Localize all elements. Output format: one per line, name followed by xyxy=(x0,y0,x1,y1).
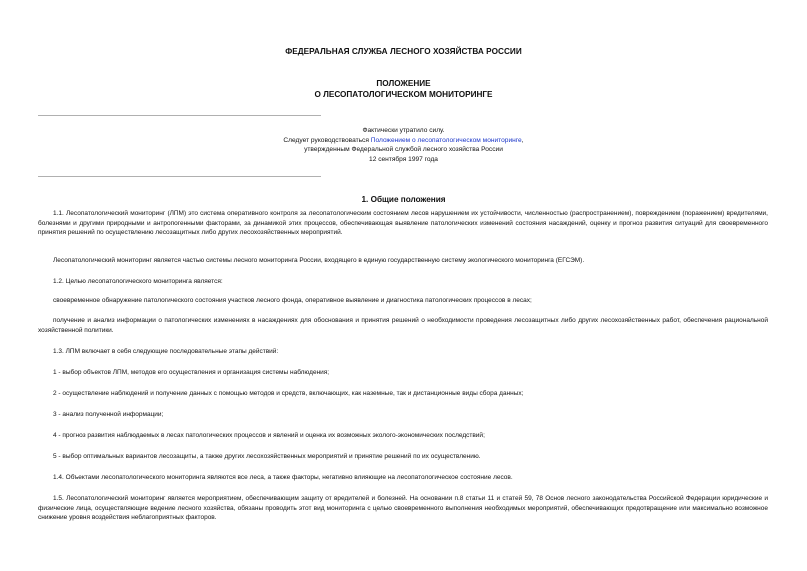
status-note-line-2 xyxy=(230,136,577,146)
paragraph-goal-2: получение и анализ информации о патологических изменениях в насаждениях для обоснования и принятия решений о необходимости проведения лесозащитных либо других лесохозяйственных работ, обеспечения рациональной хозяйственной политики. xyxy=(38,317,768,334)
list-item-stage-3: 3 - анализ полученной информации; xyxy=(53,411,164,418)
list-item-stage-2: 2 - осуществление наблюдений и получение данных с помощью методов и средств, включающих, как наземные, так и дистанционные виды сбора данных; xyxy=(53,390,524,397)
list-item-stage-1: 1 - выбор объектов ЛПМ, методов его осуществления и организация системы наблюдения; xyxy=(53,369,330,376)
note-divider-top xyxy=(38,115,321,116)
status-note-suffix: , xyxy=(521,136,524,144)
paragraph-goal-1: своевременное обнаружение патологического состояния участков лесного фонда, оперативное выявление и диагностика патологических процессов в лесах; xyxy=(53,297,532,304)
paragraph-1-4: 1.4. Объектами лесопатологического мониторинга являются все леса, а также факторы, негативно влияющие на лесопатологическое состояние лесов. xyxy=(53,474,513,481)
paragraph-monitoring-part: Лесопатологический мониторинг является частью системы лесного мониторинга России, входящего в единую государственную систему экологического мониторинга (ЕГСЭМ). xyxy=(53,257,585,264)
status-note-line-1: Фактически утратило силу. xyxy=(362,127,445,134)
document-title xyxy=(0,79,807,100)
list-item-stage-4: 4 - прогноз развития наблюдаемых в лесах патологических процессов и явлений и оценка их возможных эколого-экономических последствий; xyxy=(53,432,485,439)
agency-heading: ФЕДЕРАЛЬНАЯ СЛУЖБА ЛЕСНОГО ХОЗЯЙСТВА РОССИИ xyxy=(285,47,522,56)
status-note-prefix: Следует руководствоваться xyxy=(283,136,371,144)
regulation-link[interactable]: Положением о лесопатологическом мониторинге xyxy=(370,136,522,144)
note-divider-bottom xyxy=(38,176,321,177)
status-note xyxy=(230,126,577,164)
paragraph-1-5: 1.5. Лесопатологический мониторинг является мероприятием, обеспечивающим защиту от вредителей и болезней. На основании п.8 статьи 11 и статей 59, 78 Основ лесного законодательства Российской Федерации юридические и физические лица, осуществляющие ведение лесного хозяйства, обязаны проводить этот вид мониторинга с целью своевременного выполнения необходимых мероприятий, обеспечивающих предотвращение или максимально возможное снижение уровня воздействия неблагоприятных факторов. xyxy=(38,495,768,522)
status-note-line-4: 12 сентября 1997 года xyxy=(369,155,438,163)
paragraph-1-3: 1.3. ЛПМ включает в себя следующие последовательные этапы действий: xyxy=(53,348,279,355)
section-heading: 1. Общие положения xyxy=(361,195,446,204)
title-line-1: ПОЛОЖЕНИЕ xyxy=(376,79,431,88)
paragraph-1-1: 1.1. Лесопатологический мониторинг (ЛПМ) это система оперативного контроля за лесопатологическим состоянием лесов нарушением их устойчивости, численностью (распространением), повреждением (поражением) вредителями, болезнями и другими природными и антропогенными факторами, за динамикой этих процессов, обеспечивающая выявление патологических изменений состояния насаждений, оценку и прогноз развития ситуаций для своевременного принятия решений по осуществлению лесозащитных либо других лесохозяйственных мероприятий. xyxy=(38,210,768,237)
title-line-2: О ЛЕСОПАТОЛОГИЧЕСКОМ МОНИТОРИНГЕ xyxy=(314,89,493,99)
paragraph-1-2: 1.2. Целью лесопатологического мониторинга является: xyxy=(53,278,223,285)
list-item-stage-5: 5 - выбор оптимальных вариантов лесозащиты, а также других лесохозяйственных мероприятий и принятие решений по их осуществлению. xyxy=(53,453,481,460)
status-note-line-3: утвержденным Федеральной службой лесного хозяйства России xyxy=(304,146,503,154)
